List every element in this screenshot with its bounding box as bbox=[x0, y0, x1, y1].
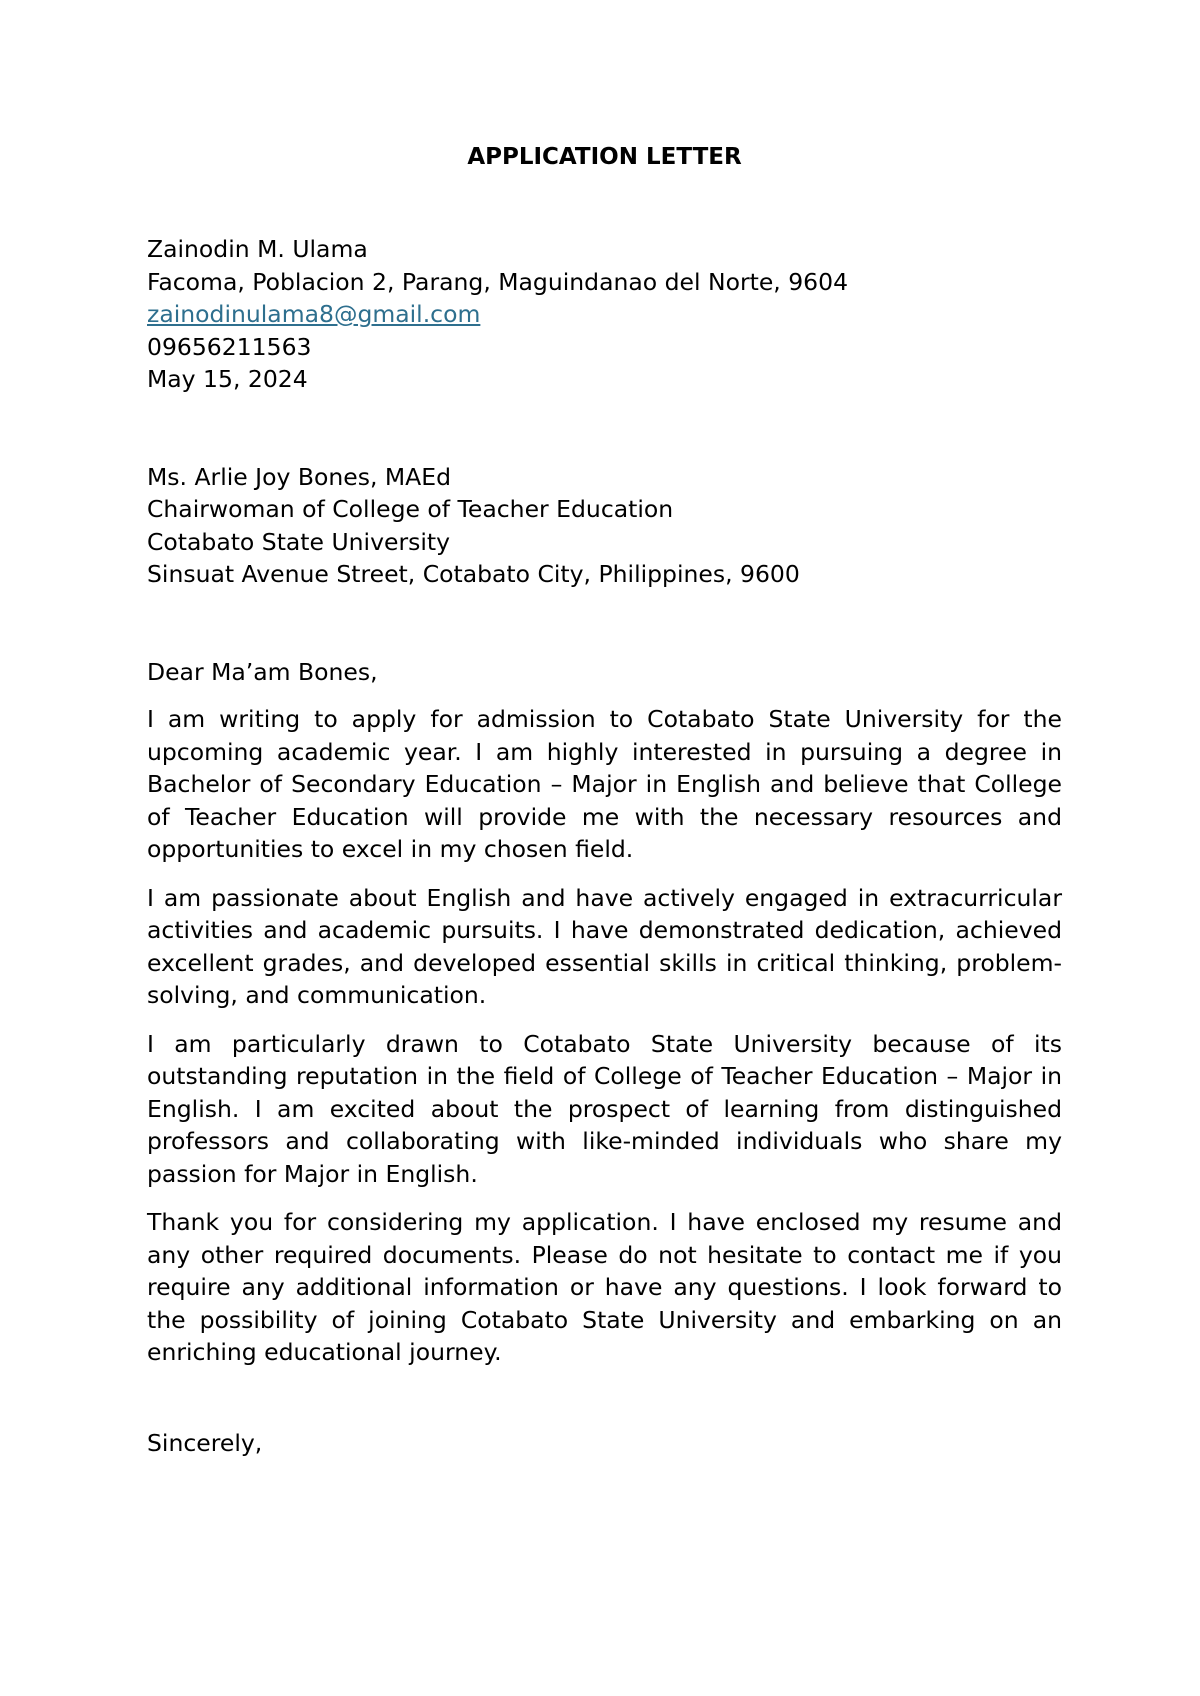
sender-phone: 09656211563 bbox=[147, 332, 312, 361]
sender-block bbox=[147, 233, 1062, 396]
letter-body bbox=[147, 141, 1062, 1459]
paragraph-2: I am passionate about English and have actively engaged in extracurricular activities and academic pursuits. I have demonstrated dedication, achieved excellent grades, and developed essential skills in critical thinking, problem-solving, and communication. bbox=[147, 883, 1062, 1009]
paragraph-3: I am particularly drawn to Cotabato State University because of its outstanding reputation in the field of College of Teacher Education – Major in English. I am excited about the prospect of learning from distinguished professors and collaborating with like-minded individuals who share my passion for Major in English. bbox=[147, 1029, 1062, 1188]
recipient-address: Sinsuat Avenue Street, Cotabato City, Philippines, 9600 bbox=[147, 560, 800, 588]
sender-email-link[interactable]: zainodinulama8@gmail.com bbox=[147, 300, 481, 328]
paragraph-1: I am writing to apply for admission to Cotabato State University for the upcoming academic year. I am highly interested in pursuing a degree in Bachelor of Secondary Education – Major in English and believe that College of Teacher Education will provide me with the necessary resources and opportunities to excel in my chosen field. bbox=[147, 705, 1062, 863]
letter-date: May 15, 2024 bbox=[147, 365, 308, 393]
recipient-name: Ms. Arlie Joy Bones, MAEd bbox=[147, 462, 452, 491]
recipient-block bbox=[147, 461, 1062, 591]
sender-address: Facoma, Poblacion 2, Parang, Maguindanao del Norte, 9604 bbox=[147, 267, 849, 296]
recipient-institution: Cotabato State University bbox=[147, 527, 450, 556]
salutation: Dear Ma’am Bones, bbox=[147, 657, 378, 686]
paragraph-4: Thank you for considering my application. I have enclosed my resume and any other required documents. Please do not hesitate to contact me if you require any additional information or have any questions. I look forward to the possibility of joining Cotabato State University and embarking on an enriching educational journey. bbox=[147, 1208, 1062, 1366]
recipient-position: Chairwoman of College of Teacher Education bbox=[147, 495, 674, 523]
document-title: APPLICATION LETTER bbox=[467, 144, 742, 170]
sender-name: Zainodin M. Ulama bbox=[147, 235, 368, 263]
closing: Sincerely, bbox=[147, 1428, 263, 1457]
